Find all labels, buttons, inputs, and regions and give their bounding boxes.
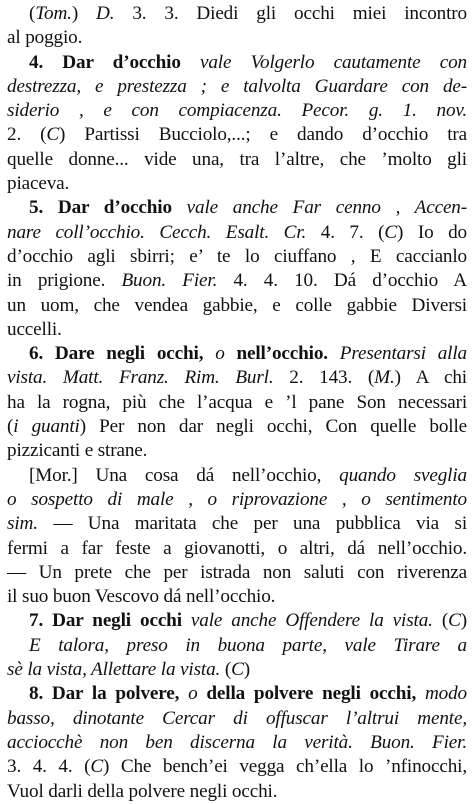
text-segment: 6. Dare negli occhi,: [29, 343, 204, 365]
text-segment: della polvere negli occhi,: [206, 683, 417, 705]
text-line: [7, 585, 467, 609]
text-segment: i guanti: [13, 416, 80, 438]
text-line: [7, 537, 467, 561]
text-segment: C: [231, 659, 244, 681]
text-segment: 2. (: [7, 124, 47, 146]
text-line: [7, 609, 467, 633]
text-line: [7, 561, 467, 585]
text-line: [7, 488, 467, 512]
text-line: [7, 26, 467, 50]
text-segment: il suo buon Vescovo dá nell’occhio.: [7, 586, 276, 608]
text-segment: quando sveglia: [339, 464, 467, 486]
text-line: [7, 75, 467, 99]
text-line: [7, 245, 467, 269]
text-line: [7, 682, 467, 706]
text-line: [7, 658, 467, 682]
text-segment: un uom, che vendea gabbie, e colle gabbie Diversi: [7, 294, 467, 316]
text-segment: quelle donne... vide una, tra l’altre, che ’molto gli: [7, 148, 467, 170]
text-segment: ) Partissi Bucciolo,...; e dando d’occhio tra: [59, 124, 467, 146]
text-segment: D.: [96, 3, 115, 24]
text-segment: fermi a far feste a giovanotti, o altri, dá nell’occhio.: [7, 537, 467, 559]
text-segment: (: [224, 659, 232, 681]
text-segment: piaceva.: [7, 173, 70, 195]
text-line: [7, 99, 467, 123]
text-segment: ): [243, 659, 250, 681]
text-segment: 3. 3. Diedi gli occhi miei incontro: [114, 3, 467, 24]
text-segment: (: [7, 416, 14, 438]
text-segment: 2. 143. (: [273, 367, 375, 389]
text-segment: E talora, preso in buona parte, vale Tirare a: [29, 634, 467, 656]
text-segment: nare coll’occhio. Cecch. Esalt. Cr.: [7, 221, 307, 243]
text-line: [7, 2, 467, 26]
text-segment: o: [179, 683, 207, 705]
text-line: [7, 780, 467, 804]
text-line: [7, 269, 467, 293]
text-line: [7, 172, 467, 196]
text-segment: ) A chi: [394, 367, 467, 389]
text-segment: 8. Dar la polvere,: [29, 683, 180, 705]
text-segment: Buon. Fier.: [121, 270, 218, 292]
text-segment: ): [71, 3, 97, 24]
text-segment: 4. Dar d’occhio: [29, 51, 181, 73]
text-segment: (: [29, 3, 36, 24]
text-segment: 3. 4. 4. (: [7, 756, 91, 778]
text-segment: siderio , e con compiacenza. Pecor. g. 1. nov.: [7, 100, 467, 122]
text-segment: o: [203, 343, 237, 365]
text-line: [7, 634, 467, 658]
text-segment: ) Io do: [397, 221, 467, 243]
text-segment: 5. Dar d’occhio: [29, 197, 172, 219]
text-segment: vale anche Offendere la vista.: [181, 610, 442, 632]
text-line: [7, 415, 467, 439]
text-segment: C: [90, 756, 103, 778]
text-segment: ): [460, 610, 467, 632]
text-segment: 4. 7. (: [306, 221, 385, 243]
text-segment: destrezza, e prestezza ; e talvolta Guardare con de-: [7, 75, 467, 97]
text-segment: basso, dinotante Cercar di offuscar l’altrui mente,: [7, 707, 467, 729]
text-segment: in prigione.: [7, 270, 122, 292]
text-segment: Vuol darli della polvere negli occhi.: [7, 780, 278, 802]
text-line: [7, 391, 467, 415]
text-line: [7, 221, 467, 245]
text-line: [7, 318, 467, 342]
text-segment: C: [384, 221, 398, 243]
text-line: [7, 512, 467, 536]
text-segment: (: [441, 610, 449, 632]
text-segment: — Una maritata che per una pubblica via si: [37, 513, 467, 535]
text-segment: Presentarsi alla: [327, 343, 467, 365]
text-segment: al poggio.: [7, 27, 83, 49]
text-segment: nell’occhio.: [236, 343, 328, 365]
text-line: [7, 366, 467, 390]
text-segment: C: [46, 124, 60, 146]
text-segment: vale anche Far cenno , Accen-: [171, 197, 467, 219]
text-line: [7, 439, 467, 463]
text-segment: vale Volgerlo cautamente con: [180, 51, 467, 73]
text-segment: d’occhio agli sbirri; e’ te lo ciuffano , E caccianlo: [7, 245, 467, 267]
text-segment: sè la vista, Allettare la vista.: [7, 659, 225, 681]
text-segment: modo: [416, 683, 467, 705]
text-line: [7, 342, 467, 366]
text-segment: Tom.: [35, 3, 72, 24]
text-segment: sim.: [7, 513, 38, 535]
text-segment: 4. 4. 10. Dá d’occhio A: [217, 270, 467, 292]
text-segment: o sospetto di male , o riprovazione , o sentimento: [7, 488, 467, 510]
text-segment: vista. Matt. Franz. Rim. Burl.: [7, 367, 274, 389]
text-line: [7, 731, 467, 755]
text-segment: uccelli.: [7, 318, 62, 340]
text-segment: [Mor.] Una cosa dá nell’occhio,: [29, 464, 340, 486]
text-segment: ) Per non dar negli occhi, Con quelle bolle: [79, 416, 467, 438]
text-line: [7, 707, 467, 731]
text-segment: M.: [374, 367, 395, 389]
text-line: [7, 148, 467, 172]
text-segment: C: [448, 610, 461, 632]
text-line: [7, 123, 467, 147]
text-segment: acciocchè non ben discerna la verità. Buon. Fier.: [7, 731, 467, 753]
text-segment: ha la rogna, più che l’acqua e ’l pane Son necessari: [7, 391, 467, 413]
text-segment: 7. Dar negli occhi: [29, 610, 182, 632]
text-segment: — Un prete che per istrada non saluti con riverenza: [7, 561, 467, 583]
text-line: [7, 464, 467, 488]
text-segment: ) Che bench’ei vegga ch’ella lo ’nfinocchi,: [102, 756, 467, 778]
text-line: [7, 196, 467, 220]
text-line: [7, 294, 467, 318]
text-line: [7, 51, 467, 75]
text-segment: pizzicanti e strane.: [7, 440, 148, 462]
text-line: [7, 755, 467, 779]
